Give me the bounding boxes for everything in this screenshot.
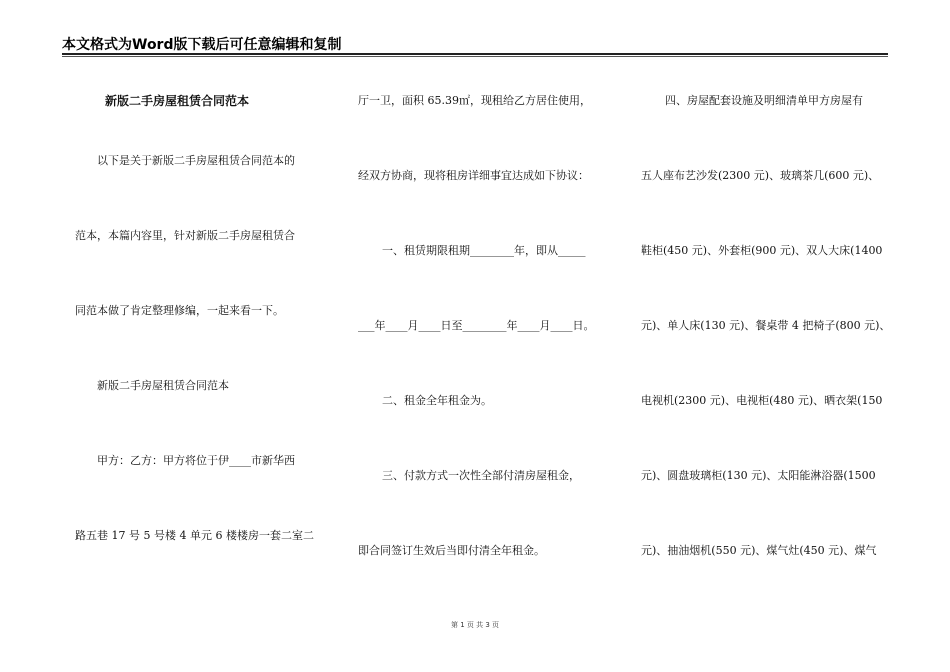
paragraph-line: 甲方：乙方：甲方将位于伊____市新华西 [97, 454, 295, 467]
paragraph-line: 鞋柜(450 元)、外套柜(900 元)、双人大床(1400 [641, 244, 883, 257]
paragraph-line: 元)、单人床(130 元)、餐桌带 4 把椅子(800 元)、 [641, 319, 891, 332]
paragraph-line: 以下是关于新版二手房屋租赁合同范本的 [97, 154, 295, 167]
section-heading: 新版二手房屋租赁合同范本 [97, 379, 229, 392]
paragraph-line: ___年____月____日至________年____月____日。 [358, 319, 595, 332]
paragraph-line: 三、付款方式一次性全部付清房屋租金， [382, 469, 580, 482]
paragraph-line: 范本，本篇内容里，针对新版二手房屋租赁合 [75, 229, 295, 242]
paragraph-line: 一、租赁期限租期________年，即从_____ [382, 244, 586, 257]
paragraph-line: 元)、圆盘玻璃柜(130 元)、太阳能淋浴器(1500 [641, 469, 876, 482]
header-divider-thin [62, 56, 888, 57]
header-text: 本文格式为Word版下载后可任意编辑和复制 [62, 37, 342, 53]
paragraph-line: 同范本做了肯定整理修编，一起来看一下。 [75, 304, 284, 317]
paragraph-line: 元)、抽油烟机(550 元)、煤气灶(450 元)、煤气 [641, 544, 877, 557]
paragraph-line: 二、租金全年租金为。 [382, 394, 492, 407]
document-title: 新版二手房屋租赁合同范本 [105, 94, 250, 108]
paragraph-line: 四、房屋配套设施及明细清单甲方房屋有 [665, 94, 863, 107]
page-number: 第 1 页 共 3 页 [450, 621, 500, 629]
page-header [62, 36, 888, 54]
paragraph-line: 电视机(2300 元)、电视柜(480 元)、晒衣架(150 [641, 394, 883, 407]
paragraph-line: 厅一卫，面积 65.39㎡，现租给乙方居住使用， [358, 94, 591, 107]
header-divider [62, 53, 888, 55]
paragraph-line: 经双方协商，现将租房详细事宜达成如下协议： [358, 169, 589, 182]
paragraph-line: 五人座布艺沙发(2300 元)、玻璃茶几(600 元)、 [641, 169, 880, 182]
paragraph-line: 即合同签订生效后当即付清全年租金。 [358, 544, 545, 557]
paragraph-line: 路五巷 17 号 5 号楼 4 单元 6 楼楼房一套二室二 [75, 529, 314, 542]
